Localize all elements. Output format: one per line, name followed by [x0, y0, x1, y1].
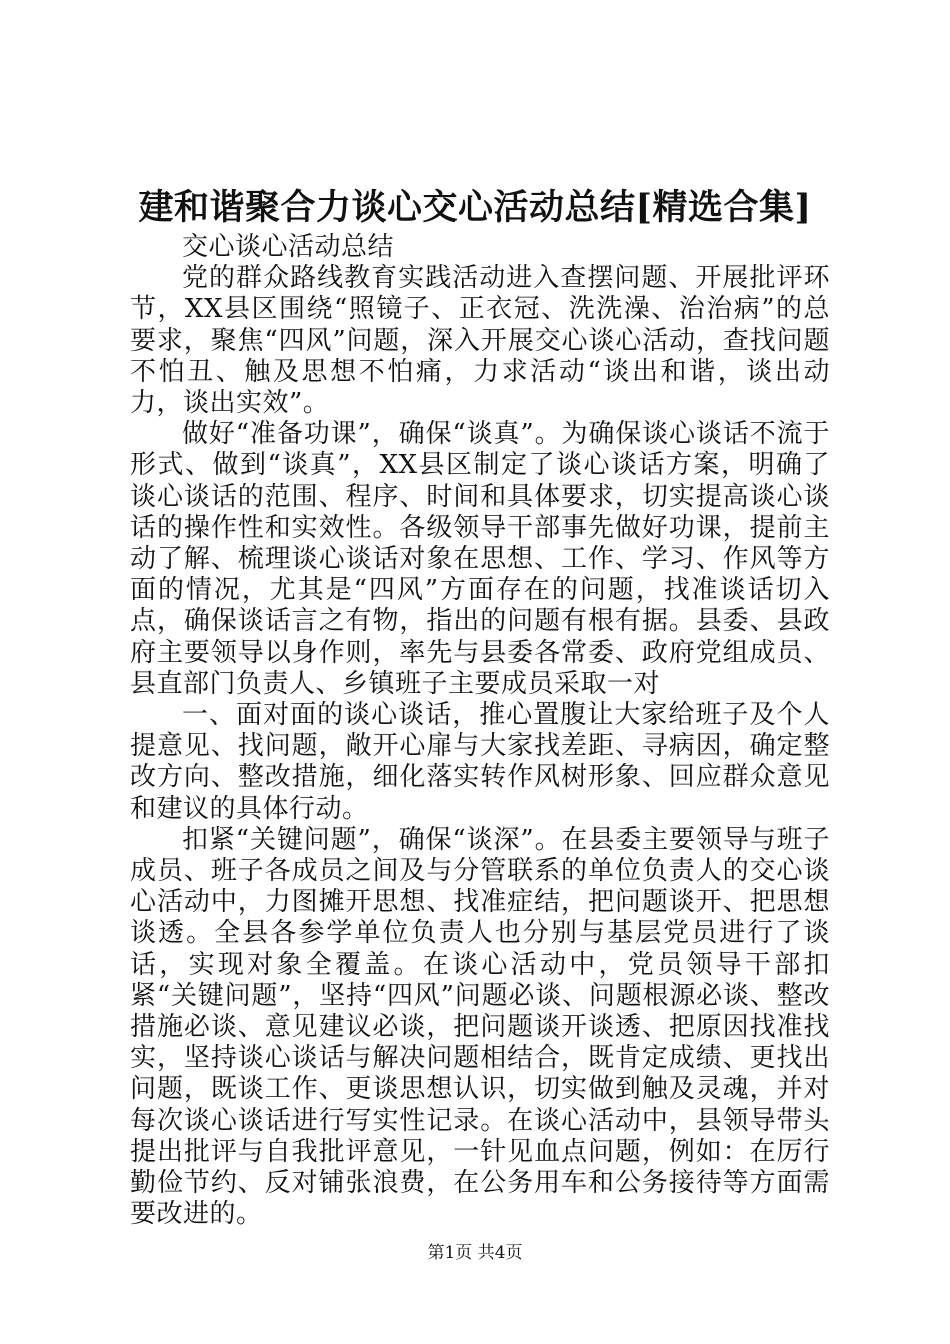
body-paragraph: 一、面对面的谈心谈话，推心置腹让大家给班子及个人提意见、找问题，敞开心扉与大家找差距、寻病因，确定整改方向、整改措施，细化落实转作风树形象、回应群众意见和建议的具体行动。: [130, 700, 830, 824]
page-footer: [0, 1243, 950, 1263]
body-paragraph: 交心谈心活动总结: [182, 232, 395, 262]
body-paragraph: 扣紧“关键问题”，确保“谈深”。在县委主要领导与班子成员、班子各成员之间及与分管联系的单位负责人的交心谈心活动中，力图摊开思想、找准症结，把问题谈开、把思想谈透。全县各参学单位负责人也分别与基层党员进行了谈话，实现对象全覆盖。在谈心活动中，党员领导干部扣紧“关键问题”，坚持“四风”问题必谈、问题根源必谈、整改措施必谈、意见建议必谈，把问题谈开谈透、把原因找准找实，坚持谈心谈话与解决问题相结合，既肯定成绩、更找出问题，既谈工作、更谈思想认识，切实做到触及灵魂，并对每次谈心谈话进行写实性记录。在谈心活动中，县领导带头提出批评与自我批评意见，一针见血点问题，例如：在厉行勤俭节约、反对铺张浪费，在公务用车和公务接待等方面需要改进的。: [130, 824, 830, 1230]
body-paragraph: 党的群众路线教育实践活动进入查摆问题、开展批评环节，XX县区围绕“照镜子、正衣冠、洗洗澡、治治病”的总要求，聚焦“四风”问题，深入开展交心谈心活动，查找问题不怕丑、触及思想不怕痛，力求活动“谈出和谐，谈出动力，谈出实效”。: [130, 263, 830, 419]
body-paragraph: 做好“准备功课”，确保“谈真”。为确保谈心谈话不流于形式、做到“谈真”，XX县区制定了谈心谈话方案，明确了谈心谈话的范围、程序、时间和具体要求，切实提高谈心谈话的操作性和实效性。各级领导干部事先做好功课，提前主动了解、梳理谈心谈话对象在思想、工作、学习、作风等方面的情况，尤其是“四风”方面存在的问题，找准谈话切入点，确保谈话言之有物，指出的问题有根有据。县委、县政府主要领导以身作则，率先与县委各常委、政府党组成员、县直部门负责人、乡镇班子主要成员采取一对: [130, 419, 830, 699]
document-body: [130, 232, 830, 1231]
document-title: 建和谐聚合力谈心交心活动总结[精选合集]: [138, 187, 812, 228]
page-indicator: 第1页 共4页: [427, 1243, 523, 1263]
